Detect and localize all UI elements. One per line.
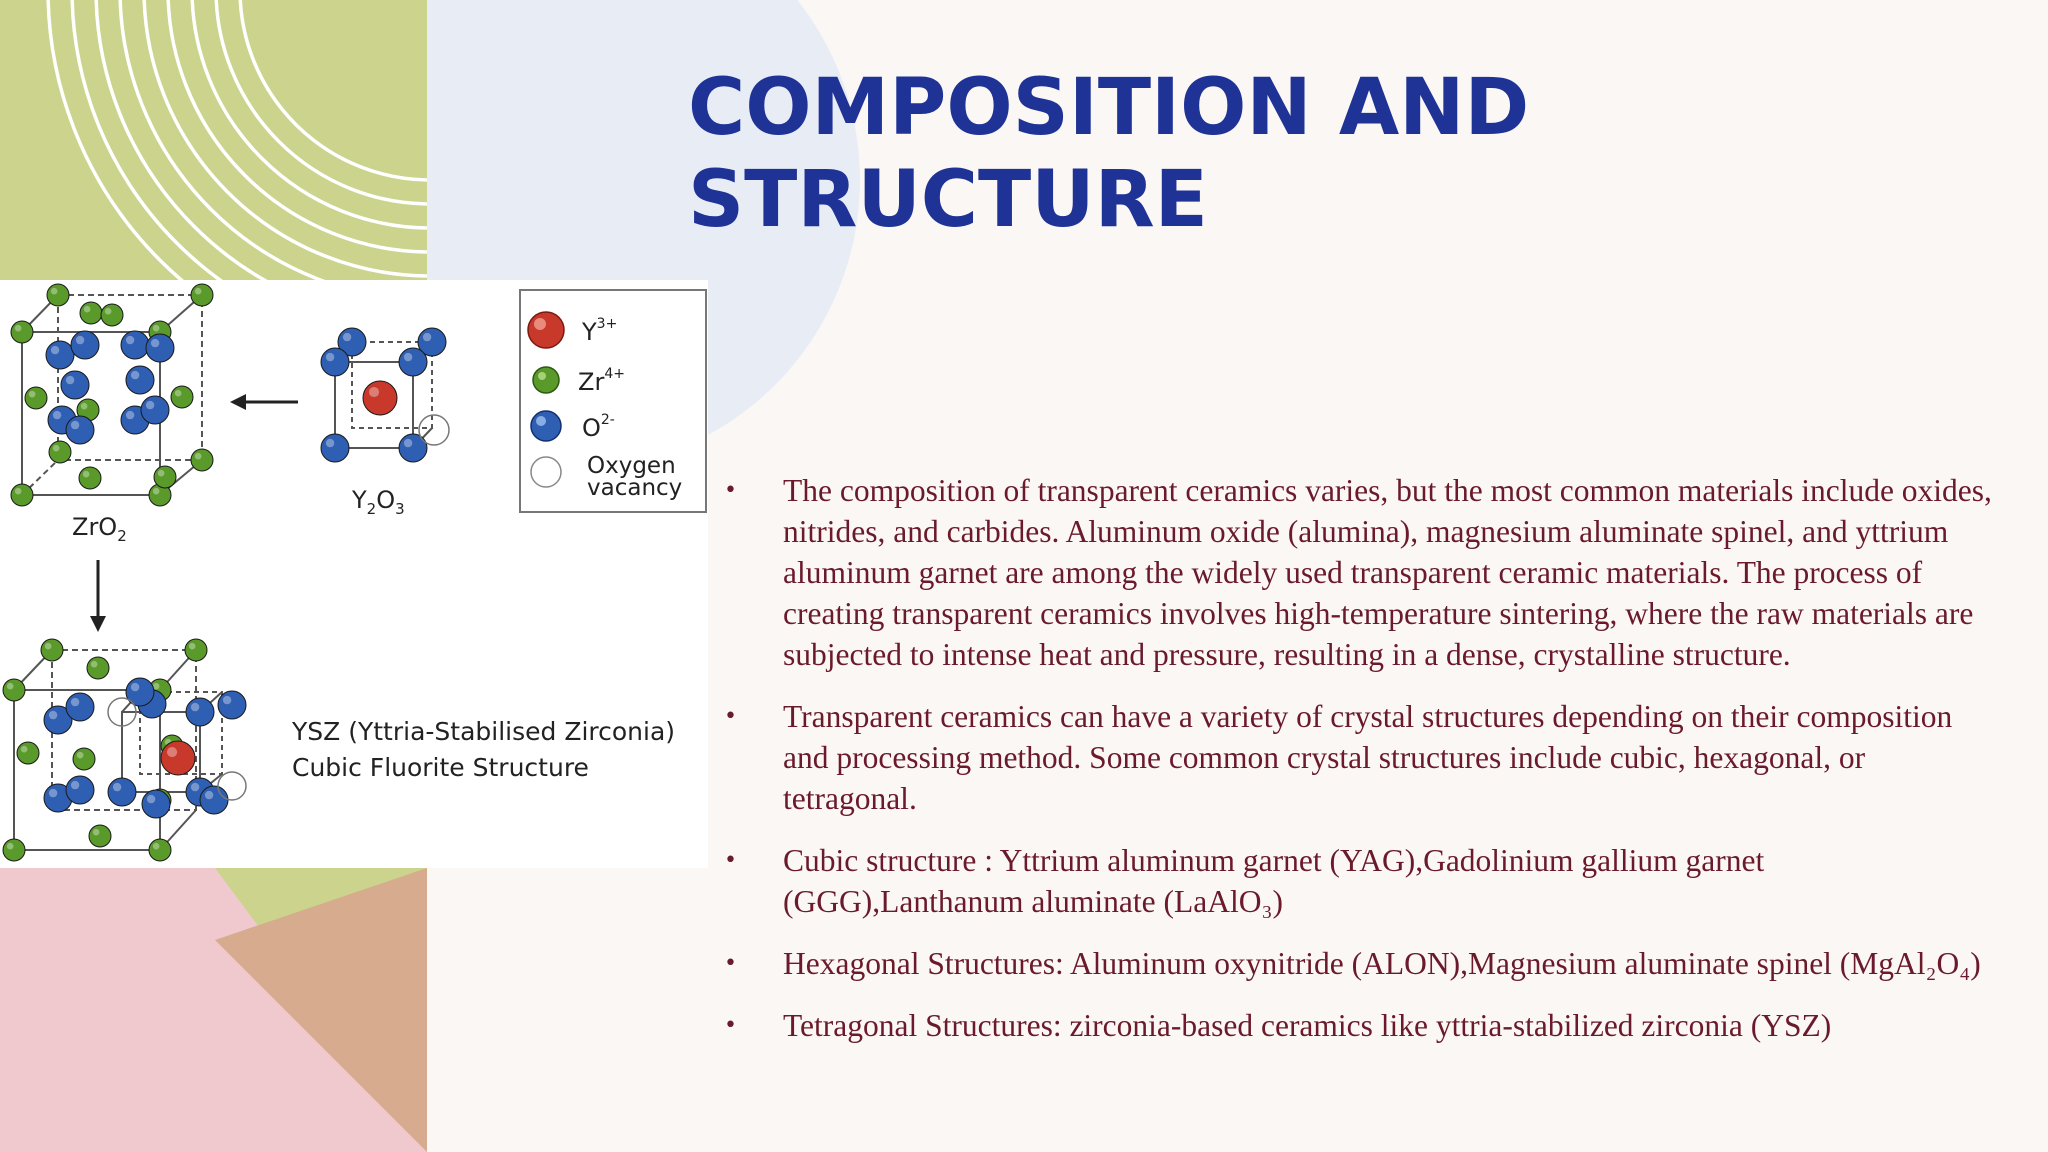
atom-highlight: [21, 746, 28, 753]
o-atom: [146, 334, 174, 362]
atom-highlight: [126, 336, 134, 344]
atom-highlight: [369, 387, 379, 397]
o-atom: [66, 776, 94, 804]
o-atom: [126, 678, 154, 706]
bullet-item-crystal-structures: [724, 696, 1996, 819]
zr-atom: [89, 825, 111, 847]
atom-highlight: [404, 439, 412, 447]
zr-atom: [79, 467, 101, 489]
zro2-atoms: [11, 284, 213, 506]
o-atom: [218, 691, 246, 719]
zr-atom: [154, 466, 176, 488]
o-atom: [61, 371, 89, 399]
atom-highlight: [423, 333, 431, 341]
atom-highlight: [15, 488, 22, 495]
crystal-structure-diagram: [0, 280, 708, 868]
atom-highlight: [71, 421, 79, 429]
zr-atom: [41, 639, 63, 661]
zr-atom: [11, 321, 33, 343]
zr-atom: [149, 839, 171, 861]
atom-highlight: [153, 325, 160, 332]
atom-highlight: [151, 339, 159, 347]
zr-atom: [191, 284, 213, 306]
bullet-text: Tetragonal Structures: zirconia-based ceramics like yttria-stabilized zirconia (YSZ): [783, 1008, 1832, 1043]
atom-highlight: [189, 643, 196, 650]
atom-highlight: [126, 411, 134, 419]
o-atom: [399, 434, 427, 462]
ysz-structure-figure: [0, 280, 708, 868]
atom-highlight: [71, 698, 79, 706]
y2o3-label: $Y_2O_3$: [352, 486, 405, 518]
bullet-item-cubic: [724, 840, 1996, 922]
o-atom: [46, 341, 74, 369]
bullet-text: Cubic structure : Yttrium aluminum garnet (YAG),Gadolinium gallium garnet (GGG),Lanthanum aluminate (LaAlO₃): [783, 843, 1765, 919]
oxygen-vacancy: [218, 772, 246, 800]
atom-highlight: [326, 353, 334, 361]
atom-highlight: [158, 470, 165, 477]
atom-highlight: [29, 391, 36, 398]
zr-atom: [185, 639, 207, 661]
o-atom: [321, 348, 349, 376]
bullet-marker: •: [724, 951, 737, 976]
ysz-caption-line-1: YSZ (Yttria-Stabilised Zirconia): [292, 717, 676, 746]
o-atom: [141, 396, 169, 424]
bullet-item-composition: [724, 470, 1996, 675]
atom-highlight: [7, 683, 14, 690]
atom-highlight: [191, 703, 199, 711]
atom-highlight: [205, 791, 213, 799]
atom-highlight: [53, 411, 61, 419]
ysz-atoms: [3, 639, 246, 861]
zr-atom: [25, 387, 47, 409]
atom-highlight: [131, 371, 139, 379]
bullet-marker: •: [724, 848, 737, 873]
atom-highlight: [131, 683, 139, 691]
legend-box: [520, 290, 706, 512]
bullet-item-tetragonal: [724, 1005, 1996, 1046]
atom-highlight: [7, 843, 14, 850]
o-atom: [66, 416, 94, 444]
zr-atom: [49, 441, 71, 463]
zr-atom: [101, 304, 123, 326]
bullet-marker: •: [724, 1013, 737, 1038]
title-line-2: STRUCTURE: [688, 155, 1208, 245]
atom-highlight: [51, 346, 59, 354]
legend-zr-atom-icon: [533, 367, 559, 393]
legend-o-atom-icon: [531, 411, 561, 441]
atom-highlight: [147, 795, 155, 803]
atom-highlight: [81, 403, 88, 410]
o-atom: [399, 348, 427, 376]
o-atom: [108, 778, 136, 806]
atom-highlight: [343, 333, 351, 341]
o-atom: [66, 693, 94, 721]
atom-highlight: [76, 336, 84, 344]
atom-highlight: [223, 696, 231, 704]
arrow-left-icon: [230, 394, 298, 410]
bullet-text: The composition of transparent ceramics varies, but the most common materials include oxides, nitrides, and carbides. Aluminum oxide (alumina), magnesium aluminate spinel, and yttrium aluminum garnet are among the widely used transparent ceramic materials. The process of creating transparent ceramics involves high-temperature sintering, where the raw materials are subjected to intense heat and pressure, resulting in a dense, crystalline structure.: [783, 473, 1992, 672]
atom-highlight: [175, 390, 182, 397]
atom-highlight: [105, 308, 112, 315]
atom-highlight: [404, 353, 412, 361]
atom-highlight: [195, 453, 202, 460]
zr-atom: [3, 839, 25, 861]
zr-atom: [80, 302, 102, 324]
bullet-list: [724, 470, 1996, 1067]
bullet-text: Transparent ceramics can have a variety of crystal structures depending on their composition and processing method. Some common crystal structures include cubic, hexagonal, or tetragonal.: [783, 699, 1953, 816]
o-atom: [186, 698, 214, 726]
y2o3-atoms: [321, 328, 449, 462]
bullet-item-hexagonal: [724, 943, 1996, 984]
atom-highlight: [153, 488, 160, 495]
legend-y-label: $Y^{3+}$: [582, 316, 618, 346]
o-atom: [121, 331, 149, 359]
o-atom: [321, 434, 349, 462]
atom-highlight: [93, 829, 100, 836]
o-atom: [142, 790, 170, 818]
zr-atom: [47, 284, 69, 306]
bullet-marker: •: [724, 478, 737, 503]
zr-atom: [11, 484, 33, 506]
atom-highlight: [45, 643, 52, 650]
legend-zr-label: $Zr^{4+}$: [578, 366, 625, 396]
title-line-1: COMPOSITION AND: [688, 63, 1530, 153]
atom-highlight: [83, 471, 90, 478]
atom-highlight: [326, 439, 334, 447]
zr-atom: [87, 657, 109, 679]
ysz-caption-line-2: Cubic Fluorite Structure: [292, 753, 589, 782]
atom-highlight: [77, 752, 84, 759]
oxygen-vacancy: [419, 415, 449, 445]
atom-highlight: [84, 306, 91, 313]
zro2-label: ZrO$_2$: [72, 513, 127, 545]
bullet-marker: •: [724, 704, 737, 729]
atom-highlight: [53, 445, 60, 452]
atom-highlight: [91, 661, 98, 668]
y-atom: [363, 381, 397, 415]
slide-title: [688, 62, 1788, 246]
legend-y-atom-icon: [528, 312, 564, 348]
legend-vacancy-line-2: vacancy: [587, 475, 683, 501]
atom-highlight: [153, 843, 160, 850]
bullet-text: Hexagonal Structures: Aluminum oxynitride (ALON),Magnesium aluminate spinel (MgAl₂O₄): [783, 946, 1981, 981]
zr-atom: [17, 742, 39, 764]
o-atom: [126, 366, 154, 394]
zr-atom: [191, 449, 213, 471]
atom-highlight: [191, 783, 199, 791]
atom-highlight: [15, 325, 22, 332]
zr-atom: [73, 748, 95, 770]
atom-highlight: [71, 781, 79, 789]
atom-highlight: [113, 783, 121, 791]
atom-highlight: [49, 711, 57, 719]
o-atom: [71, 331, 99, 359]
atom-highlight: [51, 288, 58, 295]
legend-o-label: $O^{2-}$: [582, 412, 615, 442]
zr-atom: [171, 386, 193, 408]
zr-atom: [3, 679, 25, 701]
y-atom: [161, 741, 195, 775]
atom-highlight: [49, 789, 57, 797]
arrow-down-icon: [90, 560, 106, 632]
atom-highlight: [146, 401, 154, 409]
atom-highlight: [195, 288, 202, 295]
legend-vacancy-line-1: Oxygen: [587, 453, 676, 479]
atom-highlight: [167, 747, 177, 757]
atom-highlight: [66, 376, 74, 384]
o-atom: [200, 786, 228, 814]
